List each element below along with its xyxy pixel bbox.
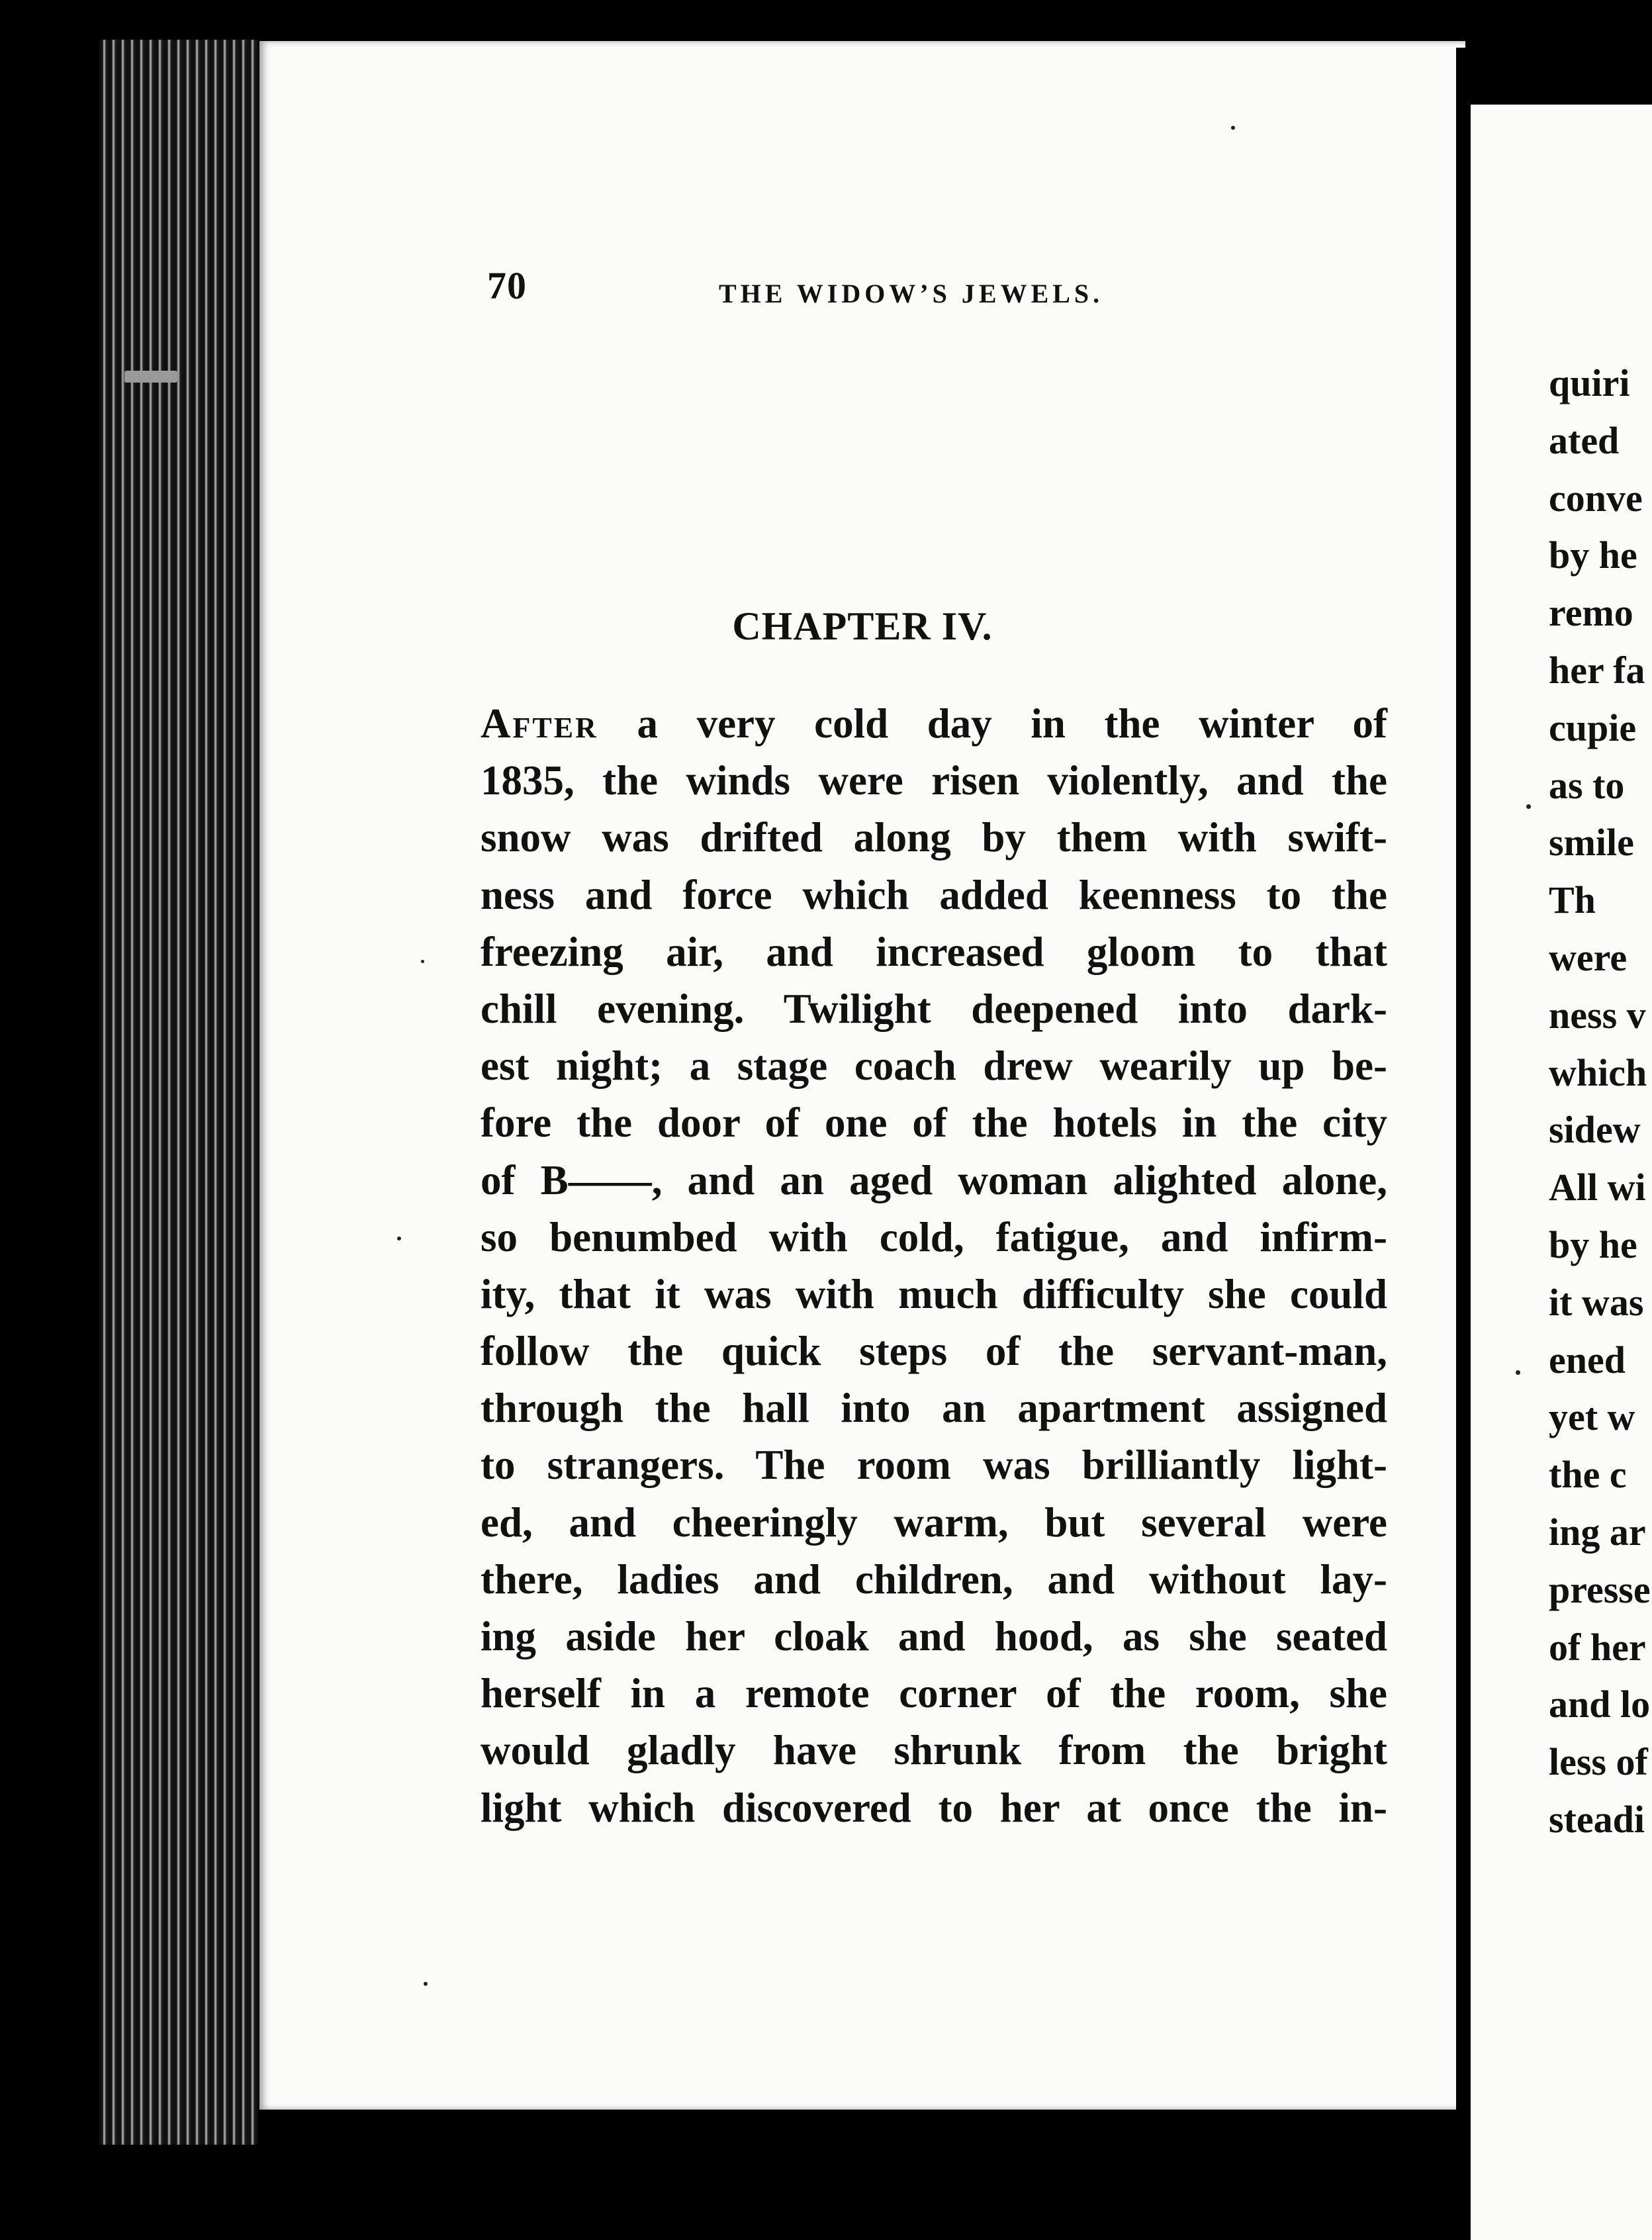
facing-page-line: Th (1549, 878, 1596, 922)
facing-page-line: were (1549, 935, 1628, 979)
chapter-heading: CHAPTER IV. (732, 604, 993, 648)
text-line (481, 695, 1387, 752)
running-head: THE WIDOW’S JEWELS. (719, 279, 1104, 308)
facing-page-text (1549, 355, 1651, 1849)
speck (1526, 804, 1531, 809)
text-line: ity, that it was with much difficulty she could (481, 1270, 1387, 1317)
facing-page-line: less of (1549, 1740, 1648, 1784)
speck (1231, 126, 1235, 130)
page-edge-stack (99, 40, 258, 2145)
text-line: chill evening. Twilight deepened into dark- (481, 985, 1387, 1032)
text-line: follow the quick steps of the servant-man, (481, 1328, 1387, 1375)
page-number: 70 (487, 264, 527, 307)
facing-page-line: and lo (1549, 1683, 1651, 1726)
lead-word: After (481, 700, 598, 747)
facing-page-line: steadi (1549, 1797, 1645, 1841)
text-line: ed, and cheeringly warm, but several were (481, 1499, 1387, 1546)
text-line: would gladly have shrunk from the bright (481, 1727, 1387, 1774)
text-line: ness and force which added keenness to the (481, 871, 1387, 918)
text-line: freezing air, and increased gloom to that (481, 928, 1387, 975)
text-line: fore the door of one of the hotels in the city (481, 1099, 1387, 1146)
facing-page-line: her fa (1549, 648, 1645, 692)
facing-page-line: it was (1549, 1280, 1644, 1324)
facing-page-line: ened (1549, 1338, 1626, 1381)
facing-page-line: quiri (1549, 361, 1630, 404)
facing-page-line: the c (1549, 1453, 1627, 1497)
facing-page-line: sidew (1549, 1108, 1641, 1152)
facing-page-line: presse (1549, 1567, 1651, 1611)
facing-page-line: as to (1549, 763, 1625, 807)
text-line: snow was drifted along by them with swift- (481, 814, 1387, 861)
text-line: of B——, and an aged woman alighted alone, (481, 1156, 1387, 1203)
text-line: through the hall into an apartment assigned (481, 1385, 1387, 1432)
text-line: there, ladies and children, and without lay- (481, 1556, 1387, 1603)
text-line: herself in a remote corner of the room, she (481, 1670, 1387, 1717)
facing-page-line: conve (1549, 476, 1643, 520)
speck (424, 1982, 428, 1986)
text-line: light which discovered to her at once the in- (481, 1784, 1387, 1831)
text-line: to strangers. The room was brilliantly light- (481, 1442, 1387, 1489)
text-line: ing aside her cloak and hood, as she seated (481, 1613, 1387, 1659)
speck (421, 960, 424, 963)
facing-page-line: All wi (1549, 1166, 1646, 1209)
facing-page-line: yet w (1549, 1395, 1635, 1439)
text-line: est night; a stage coach drew wearily up be- (481, 1043, 1387, 1090)
text-line-rest: a very cold day in the winter of (598, 700, 1387, 747)
chapter-body (481, 695, 1387, 1836)
facing-page-line: by he (1549, 1223, 1637, 1266)
facing-page-line: smile (1549, 821, 1634, 864)
facing-page-line: which (1549, 1050, 1647, 1094)
speck (1516, 1370, 1520, 1375)
text-line: so benumbed with cold, fatigue, and infirm- (481, 1213, 1387, 1260)
facing-page-line: by he (1549, 534, 1637, 577)
facing-page-line: cupie (1549, 706, 1637, 749)
book-gutter (1456, 48, 1471, 2192)
facing-page-line: ing ar (1549, 1510, 1646, 1554)
page-edge-tab (124, 371, 177, 383)
facing-page-line: remo (1549, 591, 1633, 635)
facing-page-line: of her (1549, 1625, 1646, 1669)
text-line: 1835, the winds were risen violently, and the (481, 757, 1387, 804)
speck (397, 1237, 401, 1240)
facing-page-line: ness v (1549, 993, 1646, 1037)
facing-page-line: ated (1549, 418, 1620, 462)
